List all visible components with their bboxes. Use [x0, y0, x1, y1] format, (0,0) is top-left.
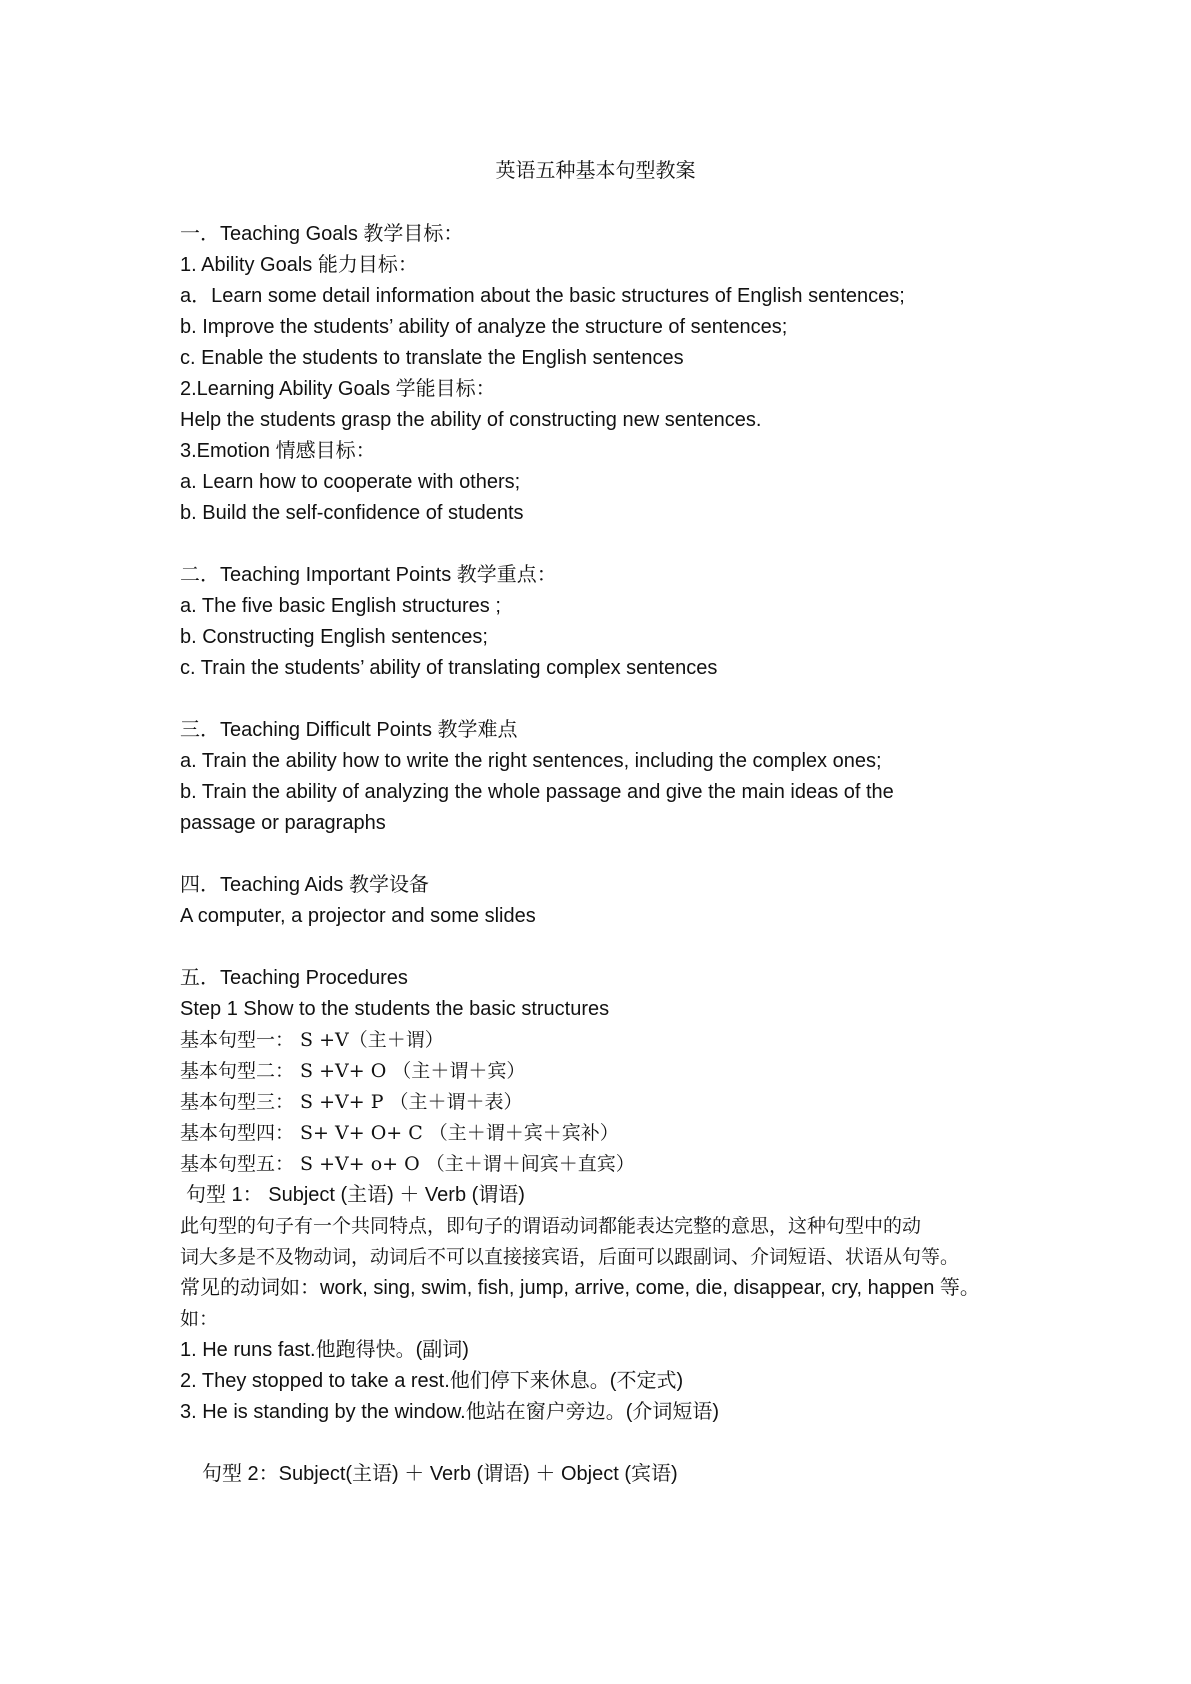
text-line: b. Build the self-confidence of students	[180, 502, 524, 524]
section-heading-teaching-goals: 一．Teaching Goals 教学目标：	[180, 223, 464, 245]
text-line: b. Train the ability of analyzing the whole passage and give the main ideas of the	[180, 781, 894, 803]
text-line: a. The five basic English structures ;	[180, 595, 501, 617]
text-line: a. Learn how to cooperate with others;	[180, 471, 521, 493]
text-line: 如：	[180, 1308, 219, 1330]
text-line: c. Enable the students to translate the English sentences	[180, 347, 684, 369]
structure-line: 基本句型一： S +V（主＋谓）	[180, 1029, 444, 1051]
text-line: Step 1 Show to the students the basic structures	[180, 998, 610, 1020]
subheading-emotion: 3.Emotion 情感目标：	[180, 440, 376, 462]
structure-line: 基本句型五： S +V+ o+ O （主＋谓＋间宾＋直宾）	[180, 1153, 635, 1175]
text-line: 词大多是不及物动词，动词后不可以直接接宾语，后面可以跟副词、介词短语、状语从句等。	[180, 1246, 960, 1268]
structure-line: 基本句型二： S +V+ O （主＋谓＋宾）	[180, 1060, 526, 1082]
section-heading-teaching-procedures: 五．Teaching Procedures	[180, 967, 408, 989]
subheading-learning-ability-goals: 2.Learning Ability Goals 学能目标：	[180, 378, 496, 400]
structure-line: 基本句型四： S+ V+ O+ C （主＋谓＋宾＋宾补）	[180, 1122, 619, 1144]
text-line: 此句型的句子有一个共同特点，即句子的谓语动词都能表达完整的意思，这种句型中的动	[180, 1215, 922, 1237]
example-line: 3. He is standing by the window.他站在窗户旁边。(介词短语)	[180, 1401, 720, 1423]
section-heading-teaching-aids: 四．Teaching Aids 教学设备	[180, 874, 429, 896]
subheading-ability-goals: 1. Ability Goals 能力目标：	[180, 254, 418, 276]
structure-line: 基本句型三： S +V+ P （主＋谓＋表）	[180, 1091, 523, 1113]
example-line: 2. They stopped to take a rest.他们停下来休息。(不定式)	[180, 1370, 684, 1392]
text-line: passage or paragraphs	[180, 812, 386, 834]
document-title: 英语五种基本句型教案	[495, 158, 696, 182]
text-line: Help the students grasp the ability of constructing new sentences.	[180, 409, 762, 431]
text-line: 常见的动词如：work, sing, swim, fish, jump, arrive, come, die, disappear, cry, happen 等。	[180, 1277, 980, 1299]
text-line: b. Improve the students’ ability of analyze the structure of sentences;	[180, 316, 788, 338]
text-line: a．Learn some detail information about the basic structures of English sentences;	[180, 285, 905, 307]
text-line: a. Train the ability how to write the right sentences, including the complex ones;	[180, 750, 882, 772]
example-line: 1. He runs fast.他跑得快。(副词)	[180, 1339, 469, 1361]
pattern-heading-2: 句型 2：Subject(主语) ＋ Verb (谓语) ＋ Object (宾语)	[202, 1463, 678, 1485]
text-line: A computer, a projector and some slides	[180, 905, 536, 927]
section-heading-important-points: 二．Teaching Important Points 教学重点：	[180, 564, 557, 586]
pattern-heading-1: 句型 1： Subject (主语) ＋ Verb (谓语)	[186, 1184, 525, 1206]
text-line: b. Constructing English sentences;	[180, 626, 488, 648]
text-line: c. Train the students’ ability of translating complex sentences	[180, 657, 718, 679]
section-heading-difficult-points: 三．Teaching Difficult Points 教学难点	[180, 719, 518, 741]
